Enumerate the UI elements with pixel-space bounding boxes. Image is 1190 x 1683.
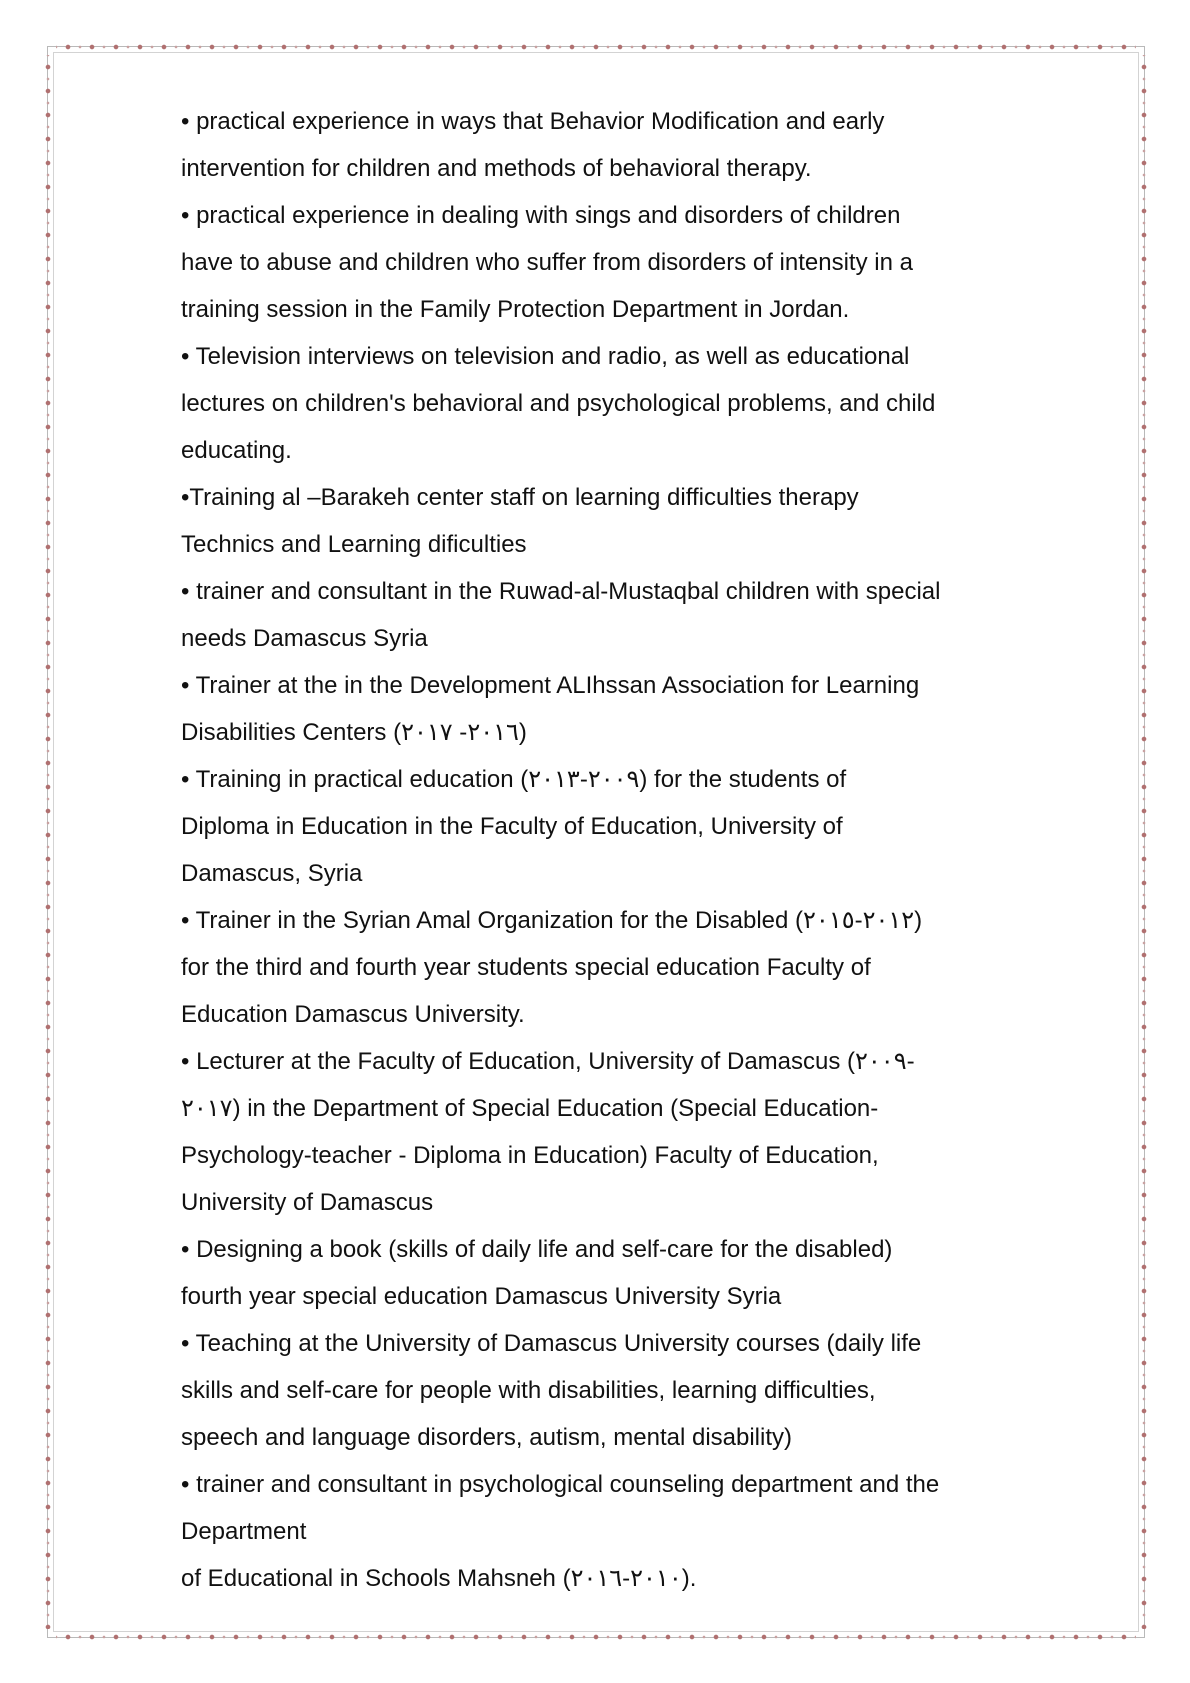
text-line: lectures on children's behavioral and psychological problems, and child: [181, 390, 936, 417]
text-line: • practical experience in dealing with sings and disorders of children: [181, 202, 901, 229]
text-line: • trainer and consultant in the Ruwad-al-Mustaqbal children with special: [181, 578, 941, 605]
text-line: • Designing a book (skills of daily life and self-care for the disabled): [181, 1236, 893, 1263]
text-line: • practical experience in ways that Behavior Modification and early: [181, 108, 885, 135]
text-line: • trainer and consultant in psychological counseling department and the: [181, 1471, 940, 1498]
border-ornament-right: [1139, 55, 1149, 1629]
text-line: Psychology-teacher - Diploma in Education) Faculty of Education,: [181, 1142, 879, 1169]
text-line: • Training in practical education (٢٠٠٩-٢٠١٣) for the students of: [181, 766, 847, 793]
text-line: • Trainer in the Syrian Amal Organization for the Disabled (٢٠١٢-٢٠١٥): [181, 907, 923, 934]
text-line: Diploma in Education in the Faculty of Education, University of: [181, 813, 843, 840]
text-line: • Trainer at the in the Development ALIhssan Association for Learning: [181, 672, 920, 699]
text-line: • Teaching at the University of Damascus University courses (daily life: [181, 1330, 922, 1357]
text-line: intervention for children and methods of behavioral therapy.: [181, 155, 812, 182]
border-ornament-top: [56, 42, 1136, 52]
text-line: skills and self-care for people with disabilities, learning difficulties,: [181, 1377, 876, 1404]
text-line: University of Damascus: [181, 1189, 434, 1216]
text-line: educating.: [181, 437, 292, 464]
text-line: have to abuse and children who suffer from disorders of intensity in a: [181, 249, 913, 276]
text-line: of Educational in Schools Mahsneh (٢٠١٠-٢٠١٦).: [181, 1565, 697, 1592]
text-line: Technics and Learning dificulties: [181, 531, 527, 558]
text-line: • Lecturer at the Faculty of Education, University of Damascus (٢٠٠٩-: [181, 1048, 915, 1075]
text-line: ٢٠١٧) in the Department of Special Education (Special Education-: [181, 1095, 879, 1122]
text-line: needs Damascus Syria: [181, 625, 428, 652]
border-ornament-left: [43, 55, 53, 1629]
text-line: speech and language disorders, autism, mental disability): [181, 1424, 793, 1451]
text-line: Department: [181, 1518, 307, 1545]
border-ornament-bottom: [56, 1632, 1136, 1642]
text-line: • Television interviews on television and radio, as well as educational: [181, 343, 910, 370]
text-line: training session in the Family Protection Department in Jordan.: [181, 296, 850, 323]
text-line: fourth year special education Damascus University Syria: [181, 1283, 782, 1310]
text-line: Damascus, Syria: [181, 860, 363, 887]
text-line: Disabilities Centers (٢٠١٦- ٢٠١٧): [181, 719, 527, 746]
document-body: [181, 98, 1031, 1602]
text-line: Education Damascus University.: [181, 1001, 525, 1028]
text-line: for the third and fourth year students special education Faculty of: [181, 954, 871, 981]
text-line: •Training al –Barakeh center staff on learning difficulties therapy: [181, 484, 859, 511]
